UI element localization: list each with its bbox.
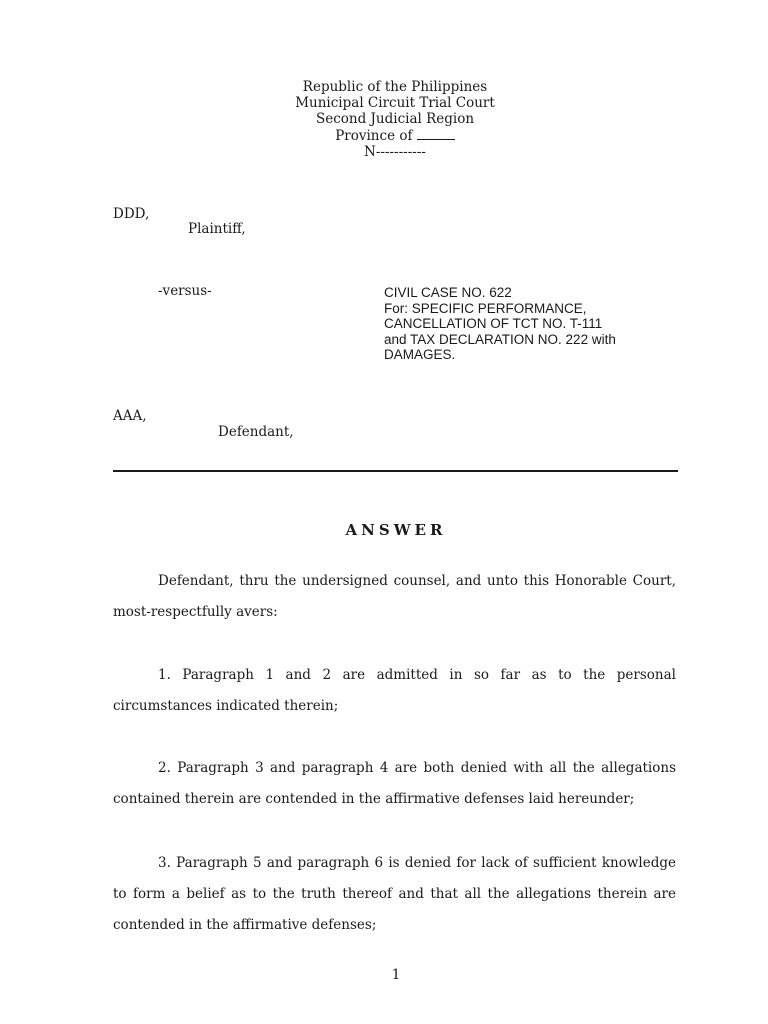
province-blank — [417, 127, 455, 140]
defendant-name: AAA, — [113, 408, 147, 424]
header-region: Second Judicial Region — [315, 110, 475, 127]
header-court: Municipal Circuit Trial Court — [295, 94, 495, 111]
case-nature-line4: DAMAGES. — [384, 347, 456, 363]
header-province-label: Province of — [335, 128, 413, 145]
caption-divider — [113, 470, 678, 472]
case-number: CIVIL CASE NO. 622 — [384, 285, 512, 300]
case-nature-line3: and TAX DECLARATION NO. 222 with — [384, 331, 616, 347]
plaintiff-name: DDD, — [113, 206, 150, 222]
case-caption — [384, 285, 616, 363]
paragraph-1: 1. Paragraph 1 and 2 are admitted in so far as to the personal circumstances indicated therein; — [113, 667, 676, 714]
page-number: 1 — [391, 967, 401, 983]
intro-paragraph: Defendant, thru the undersigned counsel, and unto this Honorable Court, most-respectfully avers: — [113, 573, 676, 620]
paragraph-3: 3. Paragraph 5 and paragraph 6 is denied for lack of sufficient knowledge to form a belief as to the truth thereof and that all the allegations therein are contended in the affirmative defenses; — [113, 855, 676, 933]
defendant-label: Defendant, — [218, 424, 294, 440]
paragraph-2: 2. Paragraph 3 and paragraph 4 are both denied with all the allegations contained therein are contended in the affirmative defenses laid hereunder; — [113, 760, 676, 807]
case-nature-line1: For: SPECIFIC PERFORMANCE, — [384, 300, 587, 316]
case-nature-line2: CANCELLATION OF TCT NO. T-111 — [384, 316, 603, 332]
document-title: ANSWER — [345, 521, 447, 539]
court-header — [0, 80, 768, 161]
header-province — [0, 127, 768, 145]
plaintiff-label: Plaintiff, — [188, 221, 246, 237]
header-location: N----------- — [364, 144, 426, 161]
header-republic: Republic of the Philippines — [302, 79, 488, 95]
versus-label: -versus- — [158, 283, 212, 299]
